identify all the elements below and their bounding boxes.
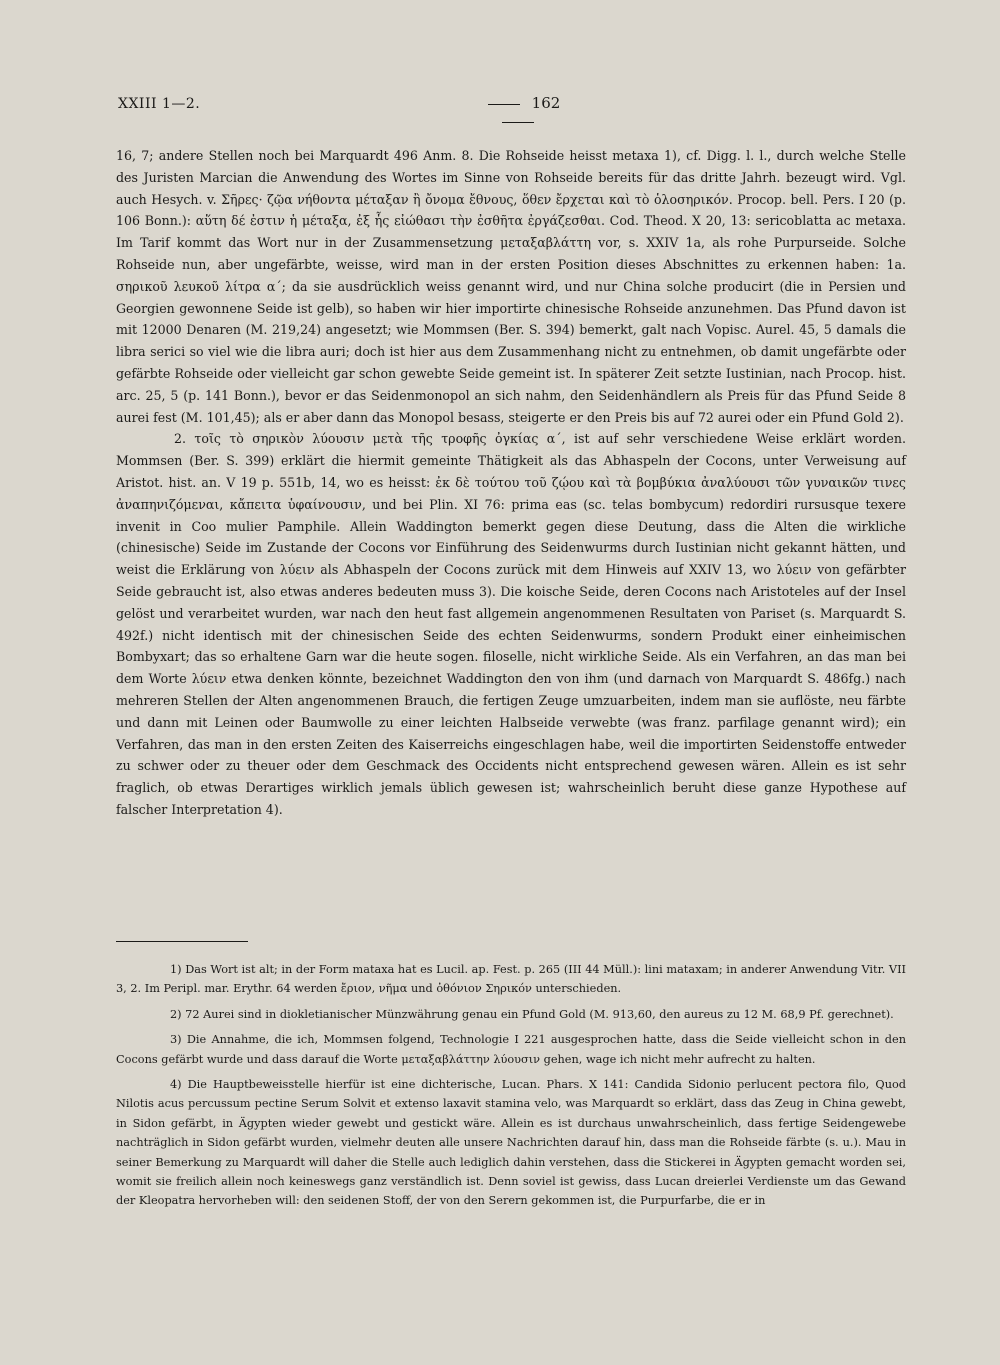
page-number [448,94,588,130]
paragraph: 2. τοῖς τὸ σηρικὸν λύουσιν μετὰ τῆς τροφῆς ὀγκίας α´, ist auf sehr verschiedene Weise erklärt worden. Mommsen (Ber. S. 399) erklärt die hiermit gemeinte Thätigkeit als das Abhaspeln der Cocons, unter Verweisung auf Aristot. hist. an. V 19 p. 551b, 14, wo es heisst: ἐκ δὲ τούτου τοῦ ζῴου καὶ τὰ βομβύκια ἀναλύουσι τῶν γυναικῶν τινες ἀναπηνιζόμεναι, κἄπειτα ὑφαίνουσιν, und bei Plin. XI 76: prima eas (sc. telas bombycum) redordiri rursusque texere invenit in Coo mulier Pamphile. Allein Waddington bemerkt gegen diese Deutung, dass die Alten die wirkliche (chinesische) Seide im Zustande der Cocons vor Einführung des Seidenwurms durch Iustinian nicht gekannt hätten, und weist die Erklärung von λύειν als Abhaspeln der Cocons zurück mit dem Hinweis auf XXIV 13, wo λύειν von gefärbter Seide gebraucht ist, also etwas anderes bedeuten muss 3). Die koische Seide, deren Cocons nach Aristoteles auf der Insel gelöst und verarbeitet wurden, war nach den heut fast allgemein angenommenen Resultaten von Pariset (s. Marquardt S. 492f.) nicht identisch mit der chinesischen Seide des echten Seidenwurms, sondern Produkt einer einheimischen Bombyxart; das so erhaltene Garn war die heute sogen. filoselle, nicht wirkliche Seide. Als ein Verfahren, an das man bei dem Worte λύειν etwa denken könnte, bezeichnet Waddington den von ihm (und darnach von Marquardt S. 486fg.) nach mehreren Stellen der Alten angenommenen Brauch, die fertigen Zeuge umzuarbeiten, indem man sie auflöste, neu färbte und dann mit Leinen oder Baumwolle zu einer leichten Halbseide verwebte (was franz. parfilage genannt wird); ein Verfahren, das man in den ersten Zeiten des Kaiserreichs eingeschlagen habe, weil die importirten Seidenstoffe entweder zu schwer oder zu theuer oder dem Geschmack des Occidents nicht entsprechend gewesen wären. Allein es ist sehr fraglich, ob etwas Derartiges wirklich jemals üblich gewesen ist; wahrscheinlich beruht diese ganze Hypothese auf falscher Interpretation 4). [116,431,906,817]
running-head: XXIII 1—2. [118,96,201,112]
footnote: 1) Das Wort ist alt; in der Form mataxa hat es Lucil. ap. Fest. p. 265 (III 44 Müll.): lini mataxam; in anderer Anwendung Vitr. VII 3, 2. Im Peripl. mar. Erythr. 64 werden ἔριον, νῆμα und ὀθόνιον Σηρικόν unterschieden. [116,963,906,996]
footnote: 2) 72 Aurei sind in diokletianischer Münzwährung genau ein Pfund Gold (M. 913,60, den aureus zu 12 M. 68,9 Pf. gerechnet). [170,1007,894,1021]
page-number-text: 162 [531,94,561,112]
footnotes [116,960,906,1217]
footnote: 3) Die Annahme, die ich, Mommsen folgend, Technologie I 221 ausgesprochen hatte, dass die Seide vielleicht schon in den Cocons gefärbt wurde und dass darauf die Worte μεταξαβλάττην λύουσιν gehen, wage ich nicht mehr aufrecht zu halten. [116,1033,906,1066]
footnote: 4) Die Hauptbeweisstelle hierfür ist eine dichterische, Lucan. Phars. X 141: Candida Sidonio perlucent pectora filo, Quod Nilotis acus percussum pectine Serum Solvit et extenso laxavit stamina velo, was Marquardt so erklärt, dass das Zeug in China gewebt, in Sidon gefärbt, in Ägypten wieder gewebt und gestickt wäre. Allein es ist durchaus unwahrscheinlich, dass fertige Seidengewebe nachträglich in Sidon gefärbt wurden, vielmehr deuten alle unsere Nachrichten darauf hin, dass man die Rohseide färbte (s. u.). Mau in seiner Bemerkung zu Marquardt will daher die Stelle auch lediglich dahin verstehen, dass die Stickerei in Ägypten gemacht worden sei, womit sie freilich allein noch keineswegs ganz verständlich ist. Denn soviel ist gewiss, dass Lucan dreierlei Verdienste um das Gewand der Kleopatra hervorheben will: den seidenen Stoff, der von den Serern gekommen ist, die Purpurfarbe, die er in [116,1078,906,1208]
page-header [118,94,904,116]
footnote-separator [116,941,248,942]
main-text [116,145,906,821]
paragraph: 16, 7; andere Stellen noch bei Marquardt 496 Anm. 8. Die Rohseide heisst metaxa 1), cf. Digg. l. l., durch welche Stelle des Juristen Marcian die Anwendung des Wortes im Sinne von Rohseide bereits für das dritte Jahrh. bezeugt wird. Vgl. auch Hesych. v. Σῆρες· ζῷα νήθοντα μέταξαν ἢ ὄνομα ἔθνους, ὅθεν ἔρχεται καὶ τὸ ὁλοσηρικόν. Procop. bell. Pers. I 20 (p. 106 Bonn.): αὕτη δέ ἐστιν ἡ μέταξα, ἐξ ἧς εἰώθασι τὴν ἐσθῆτα ἐργάζεσθαι. Cod. Theod. X 20, 13: sericoblatta ac metaxa. Im Tarif kommt das Wort nur in der Zusammensetzung μεταξαβλάττη vor, s. XXIV 1a, als rohe Purpurseide. Solche Rohseide nun, aber ungefärbte, weisse, wird man in der ersten Position dieses Abschnittes zu erkennen haben: 1a. σηρικοῦ λευκοῦ λίτρα α´; da sie ausdrücklich weiss genannt wird, und nur China solche producirt (die in Persien und Georgien gewonnene Seide ist gelb), so haben wir hier importirte chinesische Rohseide anzunehmen. Das Pfund davon ist mit 12000 Denaren (M. 219,24) angesetzt; wie Mommsen (Ber. S. 394) bemerkt, galt nach Vopisc. Aurel. 45, 5 damals die libra serici so viel wie die libra auri; doch ist hier aus dem Zusammenhang nicht zu entnehmen, ob damit ungefärbte oder gefärbte Rohseide oder vielleicht gar schon gewebte Seide gemeint ist. In späterer Zeit setzte Iustinian, nach Procop. hist. arc. 25, 5 (p. 141 Bonn.), bevor er das Seidenmonopol an sich nahm, den Seidenhändlern als Preis für das Pfund Seide 8 aurei fest (M. 101,45); als er aber dann das Monopol besass, steigerte er den Preis bis auf 72 aurei oder ein Pfund Gold 2). [116,148,906,425]
